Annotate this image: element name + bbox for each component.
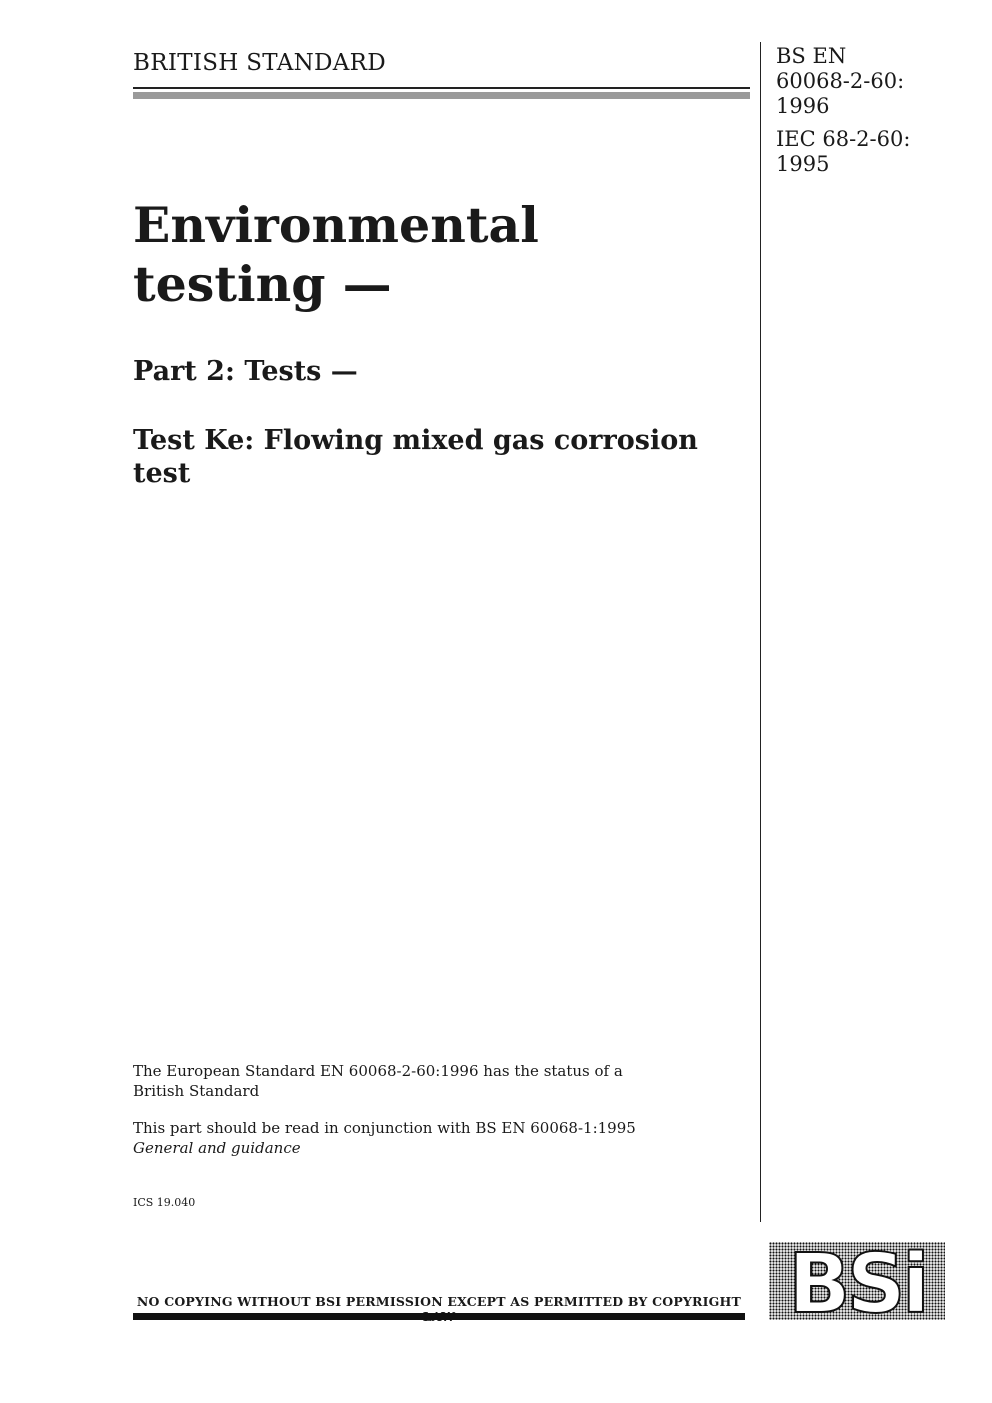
header-rule-thin xyxy=(133,87,750,89)
status-note-line-1: The European Standard EN 60068-2-60:1996 has the status of a xyxy=(133,1062,623,1080)
header-rule-grey xyxy=(133,92,750,99)
title-line-1: Environmental xyxy=(133,196,539,254)
status-note xyxy=(133,1061,693,1101)
standard-codes xyxy=(776,44,976,177)
conjunction-note-line-1: This part should be read in conjunction with BS EN 60068-1:1995 xyxy=(133,1119,636,1137)
ics-code: ICS 19.040 xyxy=(133,1196,196,1209)
iec-code-line-2: 1995 xyxy=(776,152,830,176)
bs-en-code-line-2: 60068-2-60: xyxy=(776,69,905,93)
svg-text:BSi: BSi xyxy=(788,1242,926,1320)
document-title xyxy=(133,196,743,314)
test-heading xyxy=(133,424,743,490)
conjunction-note-line-2: General and guidance xyxy=(133,1139,301,1157)
conjunction-note xyxy=(133,1118,693,1158)
bs-en-code-line-3: 1996 xyxy=(776,94,830,118)
bsi-logo xyxy=(769,1242,945,1320)
iec-code-line-1: IEC 68-2-60: xyxy=(776,127,911,151)
test-heading-line-2: test xyxy=(133,458,191,489)
status-note-line-2: British Standard xyxy=(133,1082,260,1100)
part-heading: Part 2: Tests — xyxy=(133,356,358,387)
copyright-notice: NO COPYING WITHOUT BSI PERMISSION EXCEPT AS PERMITTED BY COPYRIGHT xyxy=(136,1294,742,1309)
title-line-2: testing — xyxy=(133,255,392,313)
bsi-logo-graphic xyxy=(769,1242,945,1320)
vertical-divider xyxy=(760,42,761,1222)
footer-rule xyxy=(133,1313,745,1320)
bs-en-code-line-1: BS EN xyxy=(776,44,847,68)
standard-type-label: BRITISH STANDARD xyxy=(133,50,387,76)
test-heading-line-1: Test Ke: Flowing mixed gas corrosion xyxy=(133,425,698,456)
